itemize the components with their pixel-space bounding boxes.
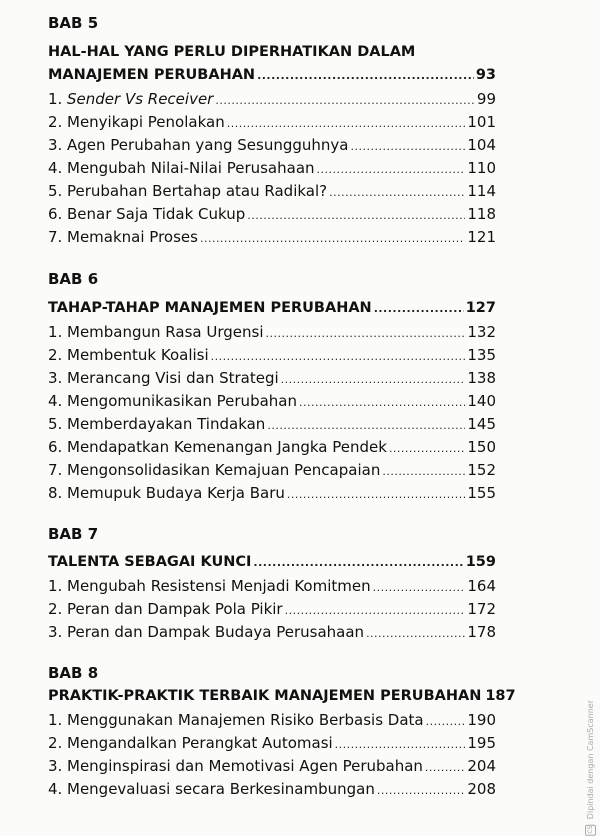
- bab5-page: 93: [475, 67, 496, 83]
- leader-dots: [426, 712, 466, 732]
- bab6-chapter-entry: [48, 298, 496, 319]
- entry-title: Mendapatkan Kemenangan Jangka Pendek: [67, 438, 387, 456]
- entry-title: Memaknai Proses: [67, 228, 198, 246]
- bab7-chapter-entry: [48, 552, 496, 573]
- entry-number: 7.: [48, 228, 63, 246]
- entry-page: 195: [467, 734, 496, 752]
- entry-page: 150: [467, 438, 496, 456]
- bab7-page: 159: [465, 554, 496, 570]
- bab6-page: 127: [465, 300, 496, 316]
- bab5-title-line2: MANAJEMEN PERUBAHAN: [48, 67, 256, 83]
- toc-entry: [48, 345, 496, 367]
- toc-entry: [48, 368, 496, 390]
- entry-title: Mengevaluasi secara Berkesinambungan: [67, 780, 375, 798]
- entry-page: 155: [467, 484, 496, 502]
- entry-number: 3.: [48, 369, 63, 387]
- entry-title: Menyikapi Penolakan: [67, 113, 225, 131]
- entry-number: 5.: [48, 415, 63, 433]
- toc-entry: [48, 756, 496, 778]
- entry-number: 8.: [48, 484, 63, 502]
- bab6-title: TAHAP-TAHAP MANAJEMEN PERUBAHAN: [48, 300, 372, 316]
- leader-dots: [317, 160, 466, 180]
- entry-number: 7.: [48, 461, 63, 479]
- toc-entry: [48, 181, 496, 203]
- entry-number: 1.: [48, 323, 63, 341]
- entry-number: 6.: [48, 205, 63, 223]
- entry-number: 1.: [48, 711, 63, 729]
- toc-entry: [48, 227, 496, 249]
- entry-page: 132: [467, 323, 496, 341]
- toc-entry: [48, 483, 496, 505]
- entry-number: 2.: [48, 113, 63, 131]
- bab5-title-line1: HAL-HAL YANG PERLU DIPERHATIKAN DALAM: [48, 44, 416, 60]
- leader-dots: [377, 781, 466, 801]
- entry-number: 5.: [48, 182, 63, 200]
- entry-title: Membentuk Koalisi: [67, 346, 209, 364]
- entry-title: Sender Vs Receiver: [67, 90, 214, 108]
- toc-entry: [48, 158, 496, 180]
- toc-entry: [48, 733, 496, 755]
- leader-dots: [299, 393, 465, 413]
- leader-dots: [247, 206, 465, 226]
- toc-entry: [48, 204, 496, 226]
- leader-dots: [287, 485, 465, 505]
- entry-page: 101: [467, 113, 496, 131]
- entry-page: 138: [467, 369, 496, 387]
- bab7-title: TALENTA SEBAGAI KUNCI: [48, 554, 252, 570]
- leader-dots: [425, 758, 465, 778]
- toc-entry: [48, 710, 496, 732]
- entry-number: 3.: [48, 757, 63, 775]
- leader-dots: [285, 601, 466, 621]
- entry-page: 190: [467, 711, 496, 729]
- toc-entry: [48, 779, 496, 801]
- leader-dots: [335, 735, 466, 755]
- entry-number: 2.: [48, 346, 63, 364]
- entry-page: 114: [467, 182, 496, 200]
- entry-number: 6.: [48, 438, 63, 456]
- entry-title: Menginspirasi dan Memotivasi Agen Perubahan: [67, 757, 423, 775]
- toc-entry: [48, 322, 496, 344]
- entry-page: 178: [467, 623, 496, 641]
- toc-entry: [48, 112, 496, 134]
- toc-entry: [48, 576, 496, 598]
- bab7-label: BAB 7: [48, 525, 99, 543]
- entry-page: 208: [467, 780, 496, 798]
- entry-title: Memberdayakan Tindakan: [67, 415, 266, 433]
- watermark-text: Dipindai dengan CamScanner: [586, 700, 595, 820]
- entry-title: Merancang Visi dan Strategi: [67, 369, 279, 387]
- toc-entry: [48, 414, 496, 436]
- entry-page: 164: [467, 577, 496, 595]
- leader-dots: [257, 66, 474, 86]
- entry-number: 3.: [48, 136, 63, 154]
- leader-dots: [389, 439, 465, 459]
- leader-dots: [267, 416, 465, 436]
- entry-title: Mengubah Nilai-Nilai Perusahaan: [67, 159, 315, 177]
- entry-page: 145: [467, 415, 496, 433]
- leader-dots: [253, 553, 463, 573]
- toc-entry: [48, 391, 496, 413]
- entry-title: Peran dan Dampak Pola Pikir: [67, 600, 283, 618]
- bab5-chapter-entry: [48, 65, 496, 86]
- bab8-chapter-entry: [48, 686, 516, 707]
- entry-number: 4.: [48, 780, 63, 798]
- toc-entry: [48, 622, 496, 644]
- entry-number: 4.: [48, 392, 63, 410]
- entry-title: Menggunakan Manajemen Risiko Berbasis Data: [67, 711, 424, 729]
- entry-title: Perubahan Bertahap atau Radikal?: [67, 182, 328, 200]
- bab8-page: 187: [485, 688, 516, 704]
- leader-dots: [374, 299, 464, 319]
- entry-number: 2.: [48, 734, 63, 752]
- camscanner-icon: CS: [587, 826, 594, 835]
- toc-entry: [48, 460, 496, 482]
- leader-dots: [366, 624, 465, 644]
- entry-page: 140: [467, 392, 496, 410]
- entry-page: 99: [476, 90, 496, 108]
- entry-page: 118: [467, 205, 496, 223]
- entry-number: 4.: [48, 159, 63, 177]
- entry-page: 135: [467, 346, 496, 364]
- scanner-watermark: [585, 700, 596, 836]
- leader-dots: [266, 324, 466, 344]
- bab8-label: BAB 8: [48, 664, 99, 682]
- entry-title: Agen Perubahan yang Sesungguhnya: [67, 136, 349, 154]
- entry-title: Benar Saja Tidak Cukup: [67, 205, 246, 223]
- leader-dots: [281, 370, 466, 390]
- leader-dots: [382, 462, 465, 482]
- leader-dots: [211, 347, 466, 367]
- toc-entry: [48, 437, 496, 459]
- entry-number: 1.: [48, 577, 63, 595]
- entry-title: Mengubah Resistensi Menjadi Komitmen: [67, 577, 371, 595]
- entry-title: Memupuk Budaya Kerja Baru: [67, 484, 285, 502]
- entry-number: 1.: [48, 90, 63, 108]
- bab8-title: PRAKTIK-PRAKTIK TERBAIK MANAJEMEN PERUBAHAN: [48, 688, 482, 704]
- leader-dots: [227, 114, 466, 134]
- entry-page: 104: [467, 136, 496, 154]
- leader-dots: [215, 91, 475, 111]
- entry-page: 204: [467, 757, 496, 775]
- entry-title: Mengandalkan Perangkat Automasi: [67, 734, 333, 752]
- entry-page: 110: [467, 159, 496, 177]
- toc-entry: [48, 599, 496, 621]
- entry-page: 121: [467, 228, 496, 246]
- leader-dots: [329, 183, 465, 203]
- entry-page: 172: [467, 600, 496, 618]
- entry-title: Mengomunikasikan Perubahan: [67, 392, 297, 410]
- toc-entry: [48, 89, 496, 111]
- entry-number: 2.: [48, 600, 63, 618]
- entry-page: 152: [467, 461, 496, 479]
- bab6-label: BAB 6: [48, 270, 99, 288]
- leader-dots: [200, 229, 465, 249]
- entry-title: Peran dan Dampak Budaya Perusahaan: [67, 623, 365, 641]
- entry-title: Membangun Rasa Urgensi: [67, 323, 264, 341]
- leader-dots: [373, 578, 466, 598]
- leader-dots: [350, 137, 465, 157]
- bab5-label: BAB 5: [48, 14, 99, 32]
- entry-number: 3.: [48, 623, 63, 641]
- toc-entry: [48, 135, 496, 157]
- entry-title: Mengonsolidasikan Kemajuan Pencapaian: [67, 461, 381, 479]
